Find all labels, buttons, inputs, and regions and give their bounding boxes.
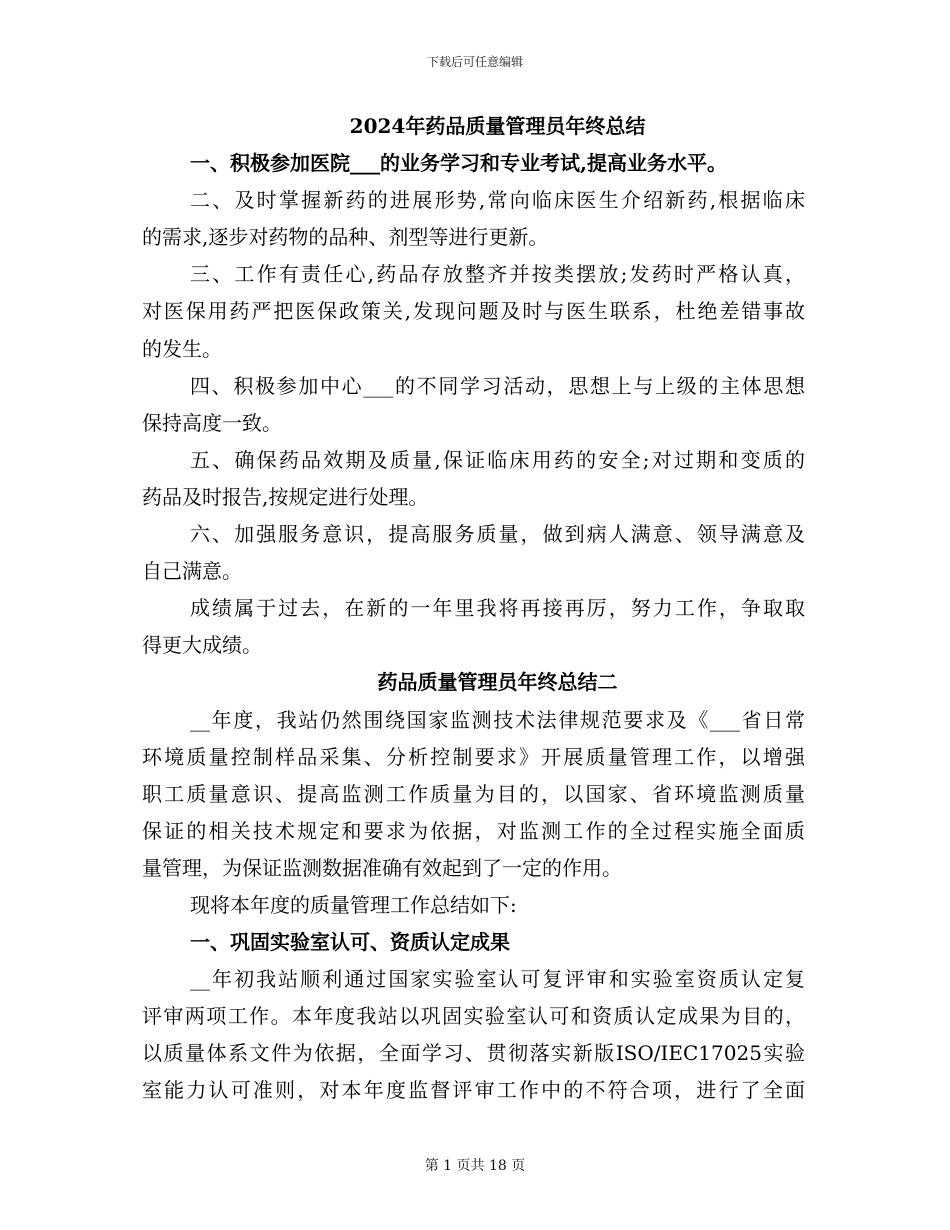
section-title: 药品质量管理员年终总结二 [377,670,618,695]
paragraph-line: 三、工作有责任心,药品存放整齐并按类摆放;发药时严格认真， [190,262,805,287]
paragraph-line: 以质量体系文件为依据，全面学习、贯彻落实新版ISO/IEC17025实验 [142,1041,805,1066]
document-body [142,108,805,1110]
paragraph-line: 五、确保药品效期及质量,保证临床用药的安全;对过期和变质的 [190,447,805,472]
paragraph-line: 保持高度一致。 [142,410,282,435]
paragraph [142,442,805,516]
paragraph-line: 的需求,逐步对药物的品种、剂型等进行更新。 [142,225,549,250]
page-header-note: 下载后可任意编辑 [426,55,523,69]
paragraph-line: 保证的相关技术规定和要求为依据，对监测工作的全过程实施全面质 [142,818,805,843]
paragraph [142,887,805,924]
paragraph-line: 的发生。 [142,336,222,361]
paragraph-line: 对医保用药严把医保政策关,发现问题及时与医生联系，杜绝差错事故 [142,299,805,324]
paragraph-line: 自己满意。 [142,559,242,584]
paragraph [142,590,805,664]
paragraph-line: 成绩属于过去，在新的一年里我将再接再厉，努力工作，争取取 [190,596,805,621]
heading-line: 一、积极参加医院___的业务学习和专业考试,提高业务水平。 [190,151,727,176]
paragraph-line: 得更大成绩。 [142,633,262,658]
document-title: 2024年药品质量管理员年终总结 [349,114,646,138]
paragraph [142,368,805,442]
paragraph-line: 量管理，为保证监测数据准确有效起到了一定的作用。 [142,855,622,880]
paragraph-line: 评审两项工作。本年度我站以巩固实验室认可和资质认定成果为目的， [142,1004,805,1029]
paragraph [142,256,805,367]
paragraph-line: 四、积极参加中心___的不同学习活动，思想上与上级的主体思想 [190,373,805,398]
paragraph-line: __年度，我站仍然围绕国家监测技术法律规范要求及《___省日常 [190,707,805,732]
page-number: 第 1 页共 18 页 [424,1158,526,1174]
paragraph [142,145,805,182]
paragraph-line: __年初我站顺利通过国家实验室认可复评审和实验室资质认定复 [190,967,805,992]
paragraph [142,702,805,887]
heading-line: 一、巩固实验室认可、资质认定成果 [190,930,510,955]
paragraph-line: 现将本年度的质量管理工作总结如下: [190,892,517,917]
paragraph [142,961,805,1109]
paragraph-line: 职工质量意识、提高监测工作质量为目的，以国家、省环境监测质量 [142,781,805,806]
paragraph [142,516,805,590]
paragraph-line: 药品及时报告,按规定进行处理。 [142,484,429,509]
paragraph [142,182,805,256]
paragraph-line: 室能力认可准则，对本年度监督评审工作中的不符合项，进行了全面 [142,1078,805,1103]
paragraph-line: 环境质量控制样品采集、分析控制要求》开展质量管理工作，以增强 [142,744,805,769]
paragraph-line: 二、及时掌握新药的进展形势,常向临床医生介绍新药,根据临床 [190,188,805,213]
paragraph [142,924,805,961]
paragraph-line: 六、加强服务意识，提高服务质量，做到病人满意、领导满意及 [190,522,805,547]
